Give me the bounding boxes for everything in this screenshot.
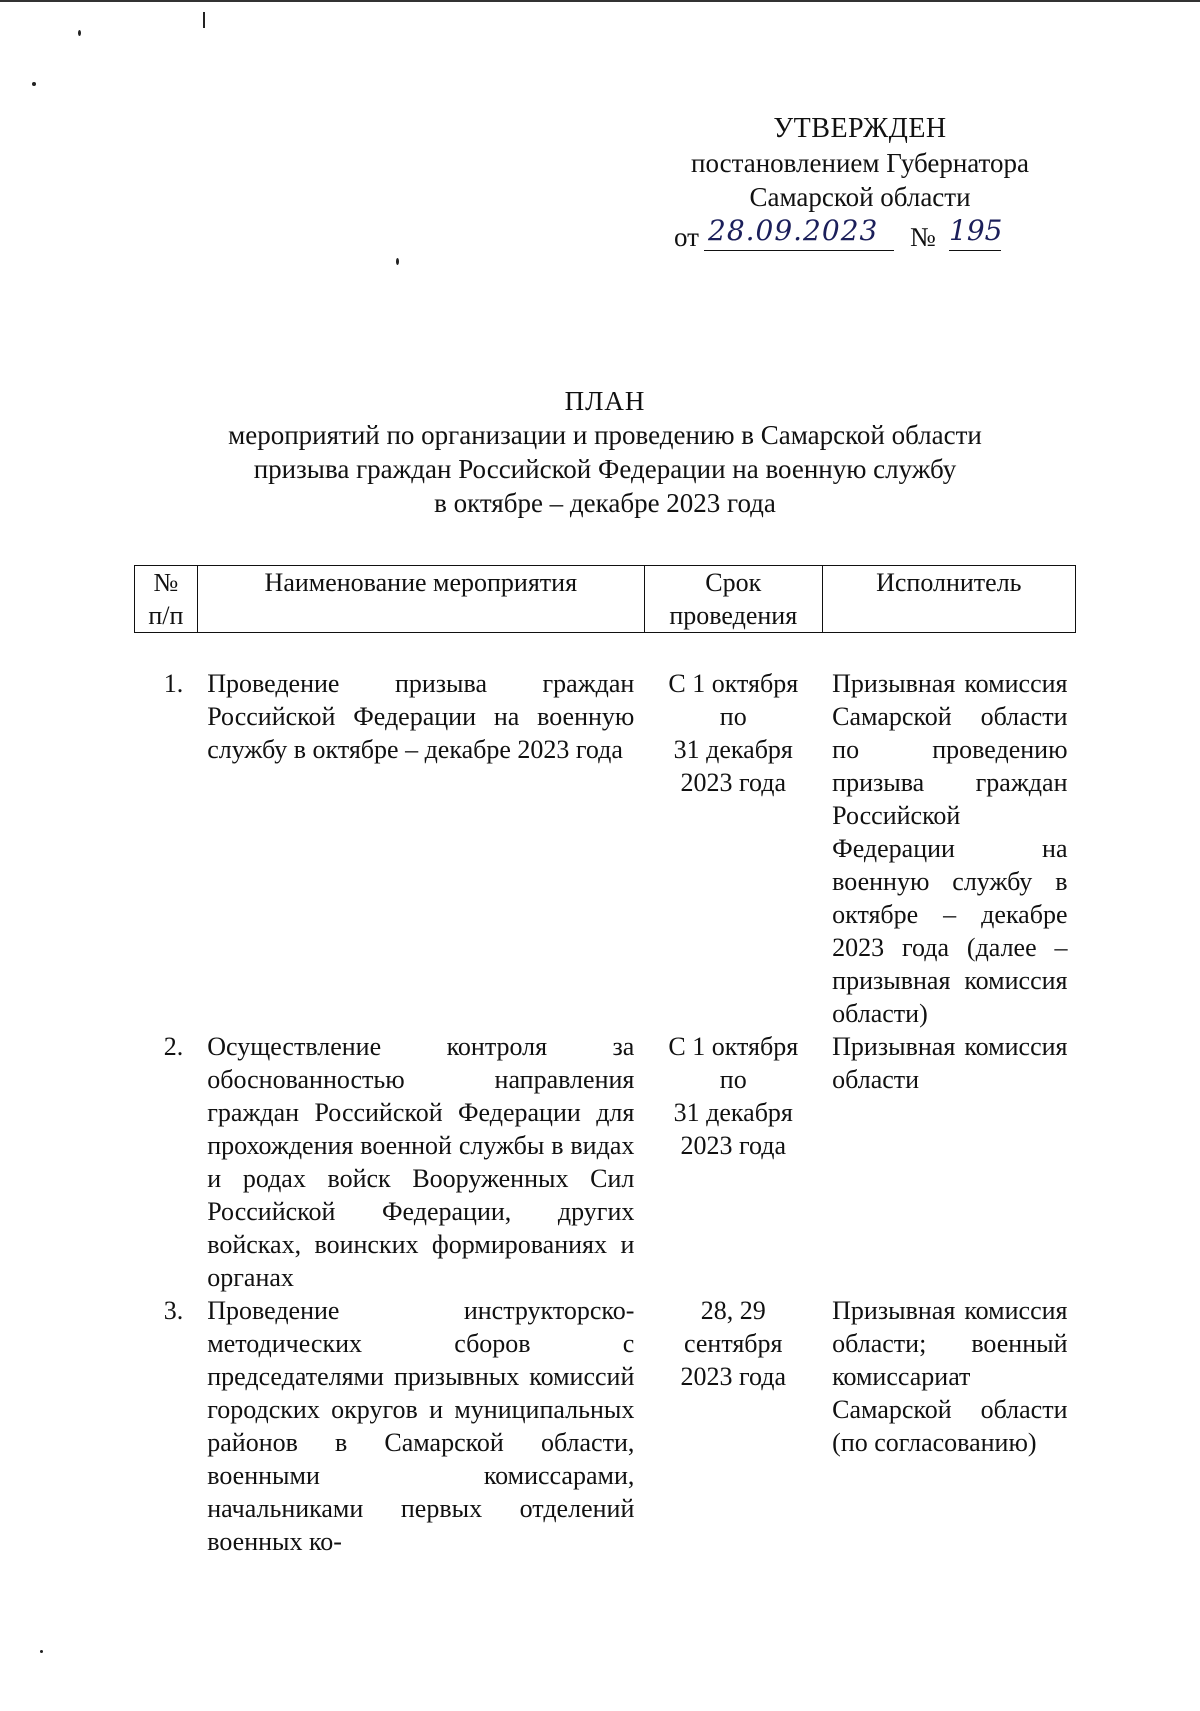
plan-subtitle: призыва граждан Российской Федерации на военную службу: [253, 454, 957, 484]
from-label: от: [674, 222, 699, 252]
scan-speck: [32, 82, 36, 86]
term-line: 2023 года: [680, 1362, 787, 1391]
header-name: Наименование мероприятия: [197, 566, 644, 633]
term-line: сентября: [684, 1329, 783, 1358]
header-term: [644, 566, 822, 633]
plan-subtitle: в октябре – декабре 2023 года: [434, 488, 776, 518]
row-term: [644, 1030, 822, 1294]
approval-number: 195: [949, 214, 1001, 251]
term-line: 28, 29: [700, 1296, 766, 1325]
plan-table: [134, 565, 1076, 1558]
plan-title-block: [0, 384, 1200, 520]
term-line: 31 декабря: [673, 735, 793, 764]
approval-line: постановлением Губернатора: [691, 148, 1029, 178]
row-event-name: Проведение призыва граждан Российской Федерации на военную службу в октябре – декабре 2023 года: [207, 669, 635, 764]
scan-speck: [78, 30, 81, 36]
number-label: №: [910, 222, 936, 252]
table-spacer: [135, 633, 1076, 668]
header-executor: Исполнитель: [822, 566, 1075, 633]
term-line: по: [719, 702, 747, 731]
scan-speck: [203, 12, 205, 28]
header-num-line: п/п: [148, 601, 184, 630]
row-executor: Призывная комиссия области: [832, 1032, 1068, 1094]
approval-stamp: [660, 112, 1060, 254]
approval-line: Самарской области: [749, 182, 971, 212]
approval-heading: УТВЕРЖДЕН: [773, 113, 947, 144]
row-term: [644, 1294, 822, 1558]
plan-title: ПЛАН: [564, 386, 646, 416]
header-num-line: №: [153, 568, 179, 597]
term-line: 31 декабря: [673, 1098, 793, 1127]
table-row: [135, 667, 1076, 1030]
scan-speck: [40, 1650, 43, 1653]
row-executor: Призывная комиссия области; военный комиссариат Самарской области (по согласованию): [832, 1296, 1068, 1457]
approval-date-line: [660, 214, 1060, 254]
row-number: 3.: [163, 1296, 184, 1325]
table-header-row: [135, 566, 1076, 633]
row-term: [644, 667, 822, 1030]
term-line: 2023 года: [680, 768, 787, 797]
row-number: 2.: [163, 1032, 184, 1061]
row-event-name: Проведение инструкторско-методических сборов с председателями призывных комиссий городских округов и муниципальных районов в Самарской области, военными комиссарами, начальниками первых отделений военных ко-: [207, 1296, 635, 1556]
scan-top-edge: [0, 0, 1200, 2]
table-row: [135, 1030, 1076, 1294]
row-event-name: Осуществление контроля за обоснованностью направления граждан Российской Федерации для прохождения военной службы в видах и родах войск Вооруженных Сил Российской Федерации, других войсках, воинских формированиях и органах: [207, 1032, 635, 1292]
term-line: С 1 октября: [668, 1032, 799, 1061]
header-num: [135, 566, 198, 633]
term-line: С 1 октября: [668, 669, 799, 698]
scan-speck: [396, 258, 399, 265]
header-term-line: проведения: [669, 601, 798, 630]
plan-subtitle: мероприятий по организации и проведению в Самарской области: [228, 420, 982, 450]
row-number: 1.: [163, 669, 184, 698]
approval-date: 28.09.2023: [704, 214, 894, 251]
term-line: 2023 года: [680, 1131, 787, 1160]
header-term-line: Срок: [705, 568, 762, 597]
term-line: по: [719, 1065, 747, 1094]
table-row: [135, 1294, 1076, 1558]
row-executor: Призывная комиссия Самарской области по проведению призыва граждан Российской Федерации на военную службу в октябре – декабре 2023 года (далее – призывная комиссия области): [832, 669, 1068, 1028]
